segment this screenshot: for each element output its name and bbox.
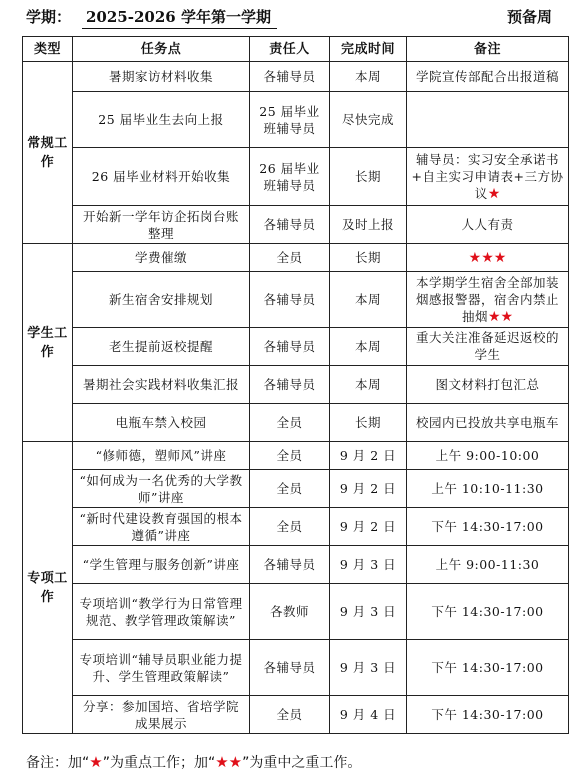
table-body (23, 62, 569, 734)
owner-text: 各辅导员 (263, 557, 316, 572)
owner-text: 各辅导员 (263, 292, 316, 307)
note-text: 学院宣传部配合出报道稿 (415, 68, 559, 84)
time-text: 长期 (354, 250, 381, 265)
task-cell (73, 92, 250, 148)
note-text: 下午 14:30-17:00 (431, 659, 544, 675)
owner-text: 全员 (276, 415, 303, 430)
time-cell (330, 148, 407, 206)
legend-text: ”为重点工作；加“ (102, 755, 216, 771)
owner-cell (250, 206, 330, 244)
note-cell (407, 366, 569, 404)
table-row (23, 366, 569, 404)
category-cell: 常规工作 (23, 62, 73, 244)
note-text: 人人有责 (461, 216, 514, 232)
note-text: 校园内已投放共享电瓶车 (415, 414, 559, 430)
star-icon: ★ (487, 185, 501, 202)
table-row (23, 442, 569, 470)
note-cell (407, 148, 569, 206)
time-text: 及时上报 (341, 217, 394, 232)
owner-cell (250, 148, 330, 206)
note-text: 重大关注准备延迟返校的学生 (415, 330, 559, 362)
task-text: “学生管理与服务创新”讲座 (82, 557, 240, 572)
owner-cell (250, 244, 330, 272)
task-cell (73, 584, 250, 640)
task-cell (73, 470, 250, 508)
task-cell (73, 62, 250, 92)
star-icon: ★★ (215, 753, 243, 771)
task-cell (73, 508, 250, 546)
note-text: 下午 14:30-17:00 (431, 603, 544, 619)
owner-text: 全员 (276, 707, 303, 722)
note-cell (407, 272, 569, 328)
note-text: 上午 9:00-11:30 (435, 556, 540, 572)
owner-text: 全员 (276, 481, 303, 496)
note-cell (407, 546, 569, 584)
task-text: 老生提前返校提醒 (108, 339, 213, 354)
note-cell (407, 92, 569, 148)
column-header: 责任人 (250, 37, 330, 62)
note-text: 下午 14:30-17:00 (431, 518, 544, 534)
task-text: 暑期家访材料收集 (108, 69, 213, 84)
time-cell (330, 206, 407, 244)
time-cell (330, 442, 407, 470)
task-text: 专项培训“教学行为日常管理规范、教学管理政策解读” (79, 595, 243, 628)
note-cell (407, 442, 569, 470)
semester-label: 学期： (26, 8, 72, 26)
category-cell: 专项工作 (23, 442, 73, 734)
owner-text: 全员 (276, 448, 303, 463)
task-cell (73, 366, 250, 404)
owner-text: 各辅导员 (263, 339, 316, 354)
note-cell (407, 584, 569, 640)
time-cell (330, 244, 407, 272)
table-row (23, 508, 569, 546)
time-cell (330, 546, 407, 584)
task-text: 专项培训“辅导员职业能力提升、学生管理政策解读” (79, 651, 243, 684)
page-header (26, 4, 566, 28)
time-cell (330, 508, 407, 546)
owner-cell (250, 328, 330, 366)
table-header-row (23, 37, 569, 62)
note-text: 上午 9:00-10:00 (435, 447, 540, 463)
table-row (23, 470, 569, 508)
table-row (23, 696, 569, 734)
time-cell (330, 92, 407, 148)
table-row (23, 148, 569, 206)
time-text: 长期 (354, 169, 381, 184)
owner-text: 26 届毕业班辅导员 (259, 160, 320, 193)
category-cell: 学生工作 (23, 244, 73, 442)
star-icon: ★★ (487, 308, 514, 325)
table-row (23, 584, 569, 640)
task-text: 分享：参加国培、省培学院成果展示 (82, 698, 239, 731)
star-icon: ★★★ (468, 249, 507, 266)
owner-text: 各辅导员 (263, 69, 316, 84)
owner-cell (250, 508, 330, 546)
time-cell (330, 366, 407, 404)
semester-value: 2025-2026 学年第一学期 (82, 6, 277, 29)
owner-cell (250, 404, 330, 442)
note-cell (407, 206, 569, 244)
owner-cell (250, 366, 330, 404)
task-text: 新生宿舍安排规划 (108, 292, 213, 307)
task-text: 学费催缴 (134, 250, 187, 265)
owner-text: 各辅导员 (263, 217, 316, 232)
time-text: 本周 (354, 292, 381, 307)
table-row (23, 62, 569, 92)
owner-cell (250, 546, 330, 584)
time-text: 9 月 2 日 (339, 448, 397, 463)
time-text: 本周 (354, 69, 381, 84)
table-row (23, 640, 569, 696)
task-cell (73, 328, 250, 366)
column-header: 类型 (23, 37, 73, 62)
note-cell (407, 328, 569, 366)
task-cell (73, 442, 250, 470)
owner-text: 各辅导员 (263, 660, 316, 675)
task-text: “如何成为一名优秀的大学教师”讲座 (79, 472, 243, 505)
table-row (23, 92, 569, 148)
time-cell (330, 328, 407, 366)
owner-text: 全员 (276, 519, 303, 534)
owner-cell (250, 442, 330, 470)
time-text: 9 月 2 日 (339, 481, 397, 496)
time-cell (330, 404, 407, 442)
time-cell (330, 584, 407, 640)
legend-text: 备注：加“ (26, 755, 90, 771)
owner-text: 各教师 (269, 604, 309, 619)
star-icon: ★ (89, 753, 103, 771)
task-text: 电瓶车禁入校园 (115, 415, 207, 430)
owner-cell (250, 584, 330, 640)
owner-cell (250, 470, 330, 508)
owner-text: 全员 (276, 250, 303, 265)
time-text: 9 月 3 日 (339, 604, 397, 619)
time-cell (330, 696, 407, 734)
owner-cell (250, 92, 330, 148)
legend-note (26, 752, 361, 772)
table-row (23, 206, 569, 244)
time-cell (330, 62, 407, 92)
task-text: “修师德，塑师风”讲座 (95, 448, 227, 463)
time-text: 9 月 2 日 (339, 519, 397, 534)
task-cell (73, 244, 250, 272)
task-cell (73, 696, 250, 734)
note-cell (407, 244, 569, 272)
note-cell (407, 508, 569, 546)
table-row (23, 546, 569, 584)
column-header: 任务点 (73, 37, 250, 62)
table-row (23, 244, 569, 272)
time-cell (330, 470, 407, 508)
task-cell (73, 206, 250, 244)
task-cell (73, 640, 250, 696)
task-cell (73, 148, 250, 206)
owner-cell (250, 62, 330, 92)
time-text: 尽快完成 (341, 112, 394, 127)
owner-cell (250, 640, 330, 696)
time-text: 9 月 3 日 (339, 660, 397, 675)
time-text: 长期 (354, 415, 381, 430)
task-cell (73, 404, 250, 442)
table-row (23, 272, 569, 328)
owner-cell (250, 272, 330, 328)
note-cell (407, 404, 569, 442)
table-row (23, 404, 569, 442)
note-text: 上午 10:10-11:30 (431, 480, 544, 496)
column-header: 完成时间 (330, 37, 407, 62)
time-text: 本周 (354, 339, 381, 354)
task-cell (73, 546, 250, 584)
note-cell (407, 62, 569, 92)
time-text: 9 月 3 日 (339, 557, 397, 572)
task-text: 26 届毕业材料开始收集 (91, 169, 231, 184)
time-cell (330, 272, 407, 328)
note-cell (407, 640, 569, 696)
task-text: 暑期社会实践材料收集汇报 (82, 377, 239, 392)
legend-text: ”为重中之重工作。 (242, 755, 362, 771)
time-cell (330, 640, 407, 696)
column-header: 备注 (407, 37, 569, 62)
time-text: 本周 (354, 377, 381, 392)
note-text: 下午 14:30-17:00 (431, 706, 544, 722)
task-text: 开始新一学年访企拓岗台账整理 (82, 208, 239, 241)
note-cell (407, 696, 569, 734)
task-text: 25 届毕业生去向上报 (98, 112, 224, 127)
task-table (22, 36, 569, 734)
time-text: 9 月 4 日 (339, 707, 397, 722)
note-text: 本学期学生宿舍全部加装烟感报警器，宿舍内禁止抽烟 (415, 274, 559, 324)
task-cell (73, 272, 250, 328)
owner-text: 各辅导员 (263, 377, 316, 392)
note-cell (407, 470, 569, 508)
note-text: 图文材料打包汇总 (435, 376, 540, 392)
task-text: “新时代建设教育强国的根本遵循”讲座 (79, 510, 243, 543)
table-row (23, 328, 569, 366)
owner-text: 25 届毕业班辅导员 (259, 103, 320, 136)
owner-cell (250, 696, 330, 734)
week-label: 预备周 (506, 8, 552, 26)
note-text: 辅导员：实习安全承诺书+自主实习申请表+三方协议 (411, 151, 564, 201)
